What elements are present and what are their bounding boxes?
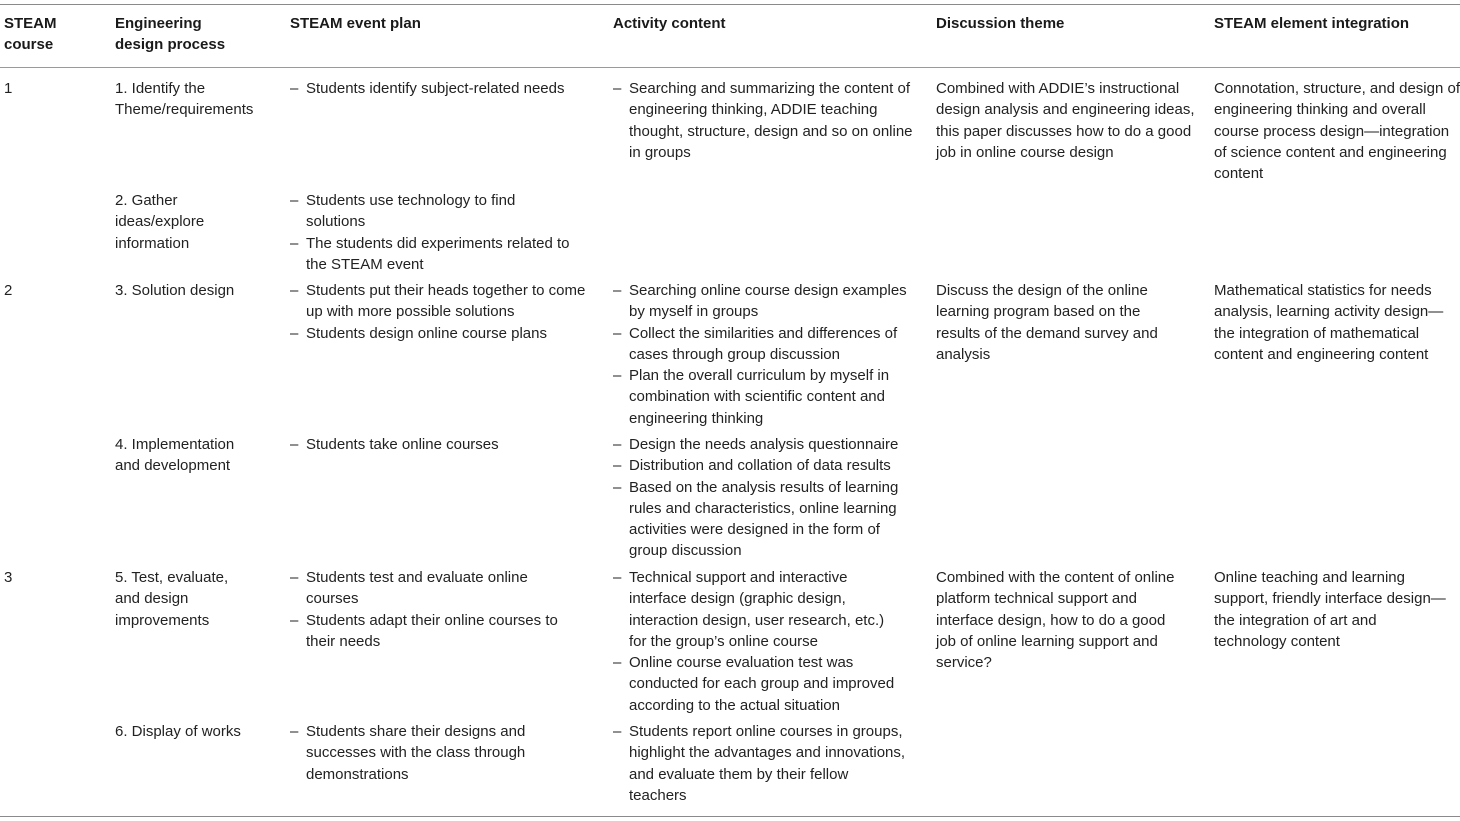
activity-list (613, 78, 915, 163)
list-item: – Design the needs analysis questionnaire (613, 434, 915, 455)
list-item: – Students put their heads together to come up with more possible solutions (290, 280, 590, 323)
list-item: – Students take online courses (290, 434, 590, 455)
course-number: 2 (4, 282, 13, 299)
header-steam-course: STEAM course (4, 15, 57, 54)
list-item: – Students identify subject-related needs (290, 78, 590, 99)
course-number: 3 (4, 569, 13, 586)
process-step-cell: 2. Gather ideas/explore information (115, 192, 205, 252)
element-integration-cell: Mathematical statistics for needs analysis, learning activity design—the integration of mathematical content and engineering content (1214, 282, 1444, 363)
header-steam-element-integration: STEAM element integration (1214, 15, 1410, 32)
header-discussion-theme: Discussion theme (936, 15, 1065, 32)
list-item: – Searching online course design examples by myself in groups (613, 280, 915, 323)
list-item: – Students use technology to find solutions (290, 190, 536, 233)
list-item: – Students adapt their online courses to their needs (290, 610, 590, 653)
process-step-cell: 3. Solution design (115, 282, 235, 299)
event-plan-list (290, 280, 590, 344)
table-bottom-rule (0, 816, 1460, 817)
list-item: – Plan the overall curriculum by myself in combination with scientific content and engineering thinking (613, 365, 915, 429)
activity-list (613, 721, 915, 806)
list-item: – Searching and summarizing the content of engineering thinking, ADDIE teaching thought, structure, design and so on online in groups (613, 78, 915, 163)
discussion-theme-cell: Combined with the content of online platform technical support and interface design, how to do a good job of online learning support and service? (936, 569, 1175, 672)
element-integration-cell: Online teaching and learning support, friendly interface design—the integration of art and technology content (1214, 569, 1446, 650)
process-step-cell: 5. Test, evaluate, and design improvements (115, 569, 229, 629)
table-top-rule (0, 4, 1460, 5)
list-item: – Collect the similarities and differences of cases through group discussion (613, 323, 915, 366)
list-item: – Distribution and collation of data results (613, 455, 915, 476)
header-steam-event-plan: STEAM event plan (290, 15, 421, 32)
list-item: – Students test and evaluate online courses (290, 567, 546, 610)
header-rule (0, 67, 1460, 68)
discussion-theme-cell: Discuss the design of the online learning program based on the results of the demand survey and analysis (936, 282, 1158, 363)
list-item: – Students report online courses in groups, highlight the advantages and innovations, and evaluate them by their fellow teachers (613, 721, 909, 806)
course-number: 1 (4, 80, 13, 97)
list-item: – The students did experiments related to the STEAM event (290, 233, 590, 276)
event-plan-list (290, 190, 590, 275)
list-item: – Students design online course plans (290, 323, 590, 344)
event-plan-list (290, 567, 590, 652)
process-step-cell: 1. Identify the Theme/requirements (115, 80, 254, 119)
element-integration-cell: Connotation, structure, and design of engineering thinking and overall course process design—integration of science content and engineering content (1214, 80, 1460, 183)
event-plan-list (290, 78, 590, 99)
list-item: – Based on the analysis results of learning rules and characteristics, online learning activities were designed in the form of group discussion (613, 477, 915, 562)
process-step-cell: 4. Implementation and development (115, 436, 235, 475)
discussion-theme-cell: Combined with ADDIE’s instructional design analysis and engineering ideas, this paper discusses how to do a good job in online course design (936, 80, 1195, 161)
header-activity-content: Activity content (613, 15, 726, 32)
list-item: – Students share their designs and successes with the class through demonstrations (290, 721, 546, 785)
activity-list (613, 567, 915, 716)
process-step-cell: 6. Display of works (115, 723, 241, 740)
event-plan-list (290, 434, 590, 455)
activity-list (613, 434, 915, 562)
event-plan-list (290, 721, 590, 785)
list-item: – Online course evaluation test was conducted for each group and improved according to the actual situation (613, 652, 915, 716)
activity-list (613, 280, 915, 429)
list-item: – Technical support and interactive interface design (graphic design, interaction design, user research, etc.) for the group’s online course (613, 567, 904, 652)
header-engineering-design-process: Engineering design process (115, 15, 226, 54)
